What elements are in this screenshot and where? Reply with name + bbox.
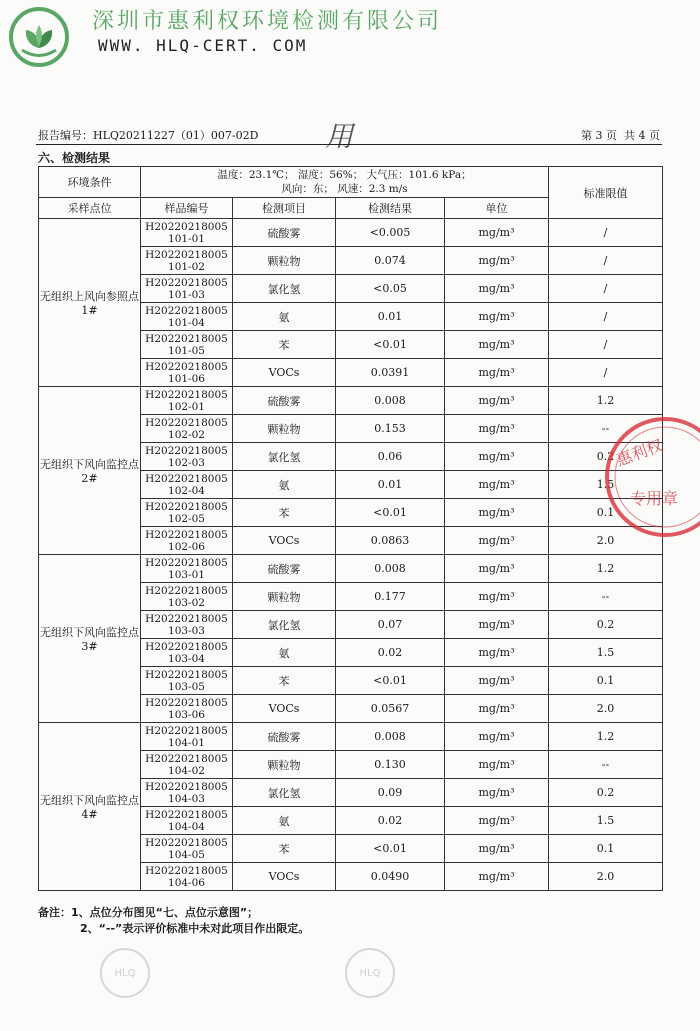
standard-limit: 0.1 bbox=[549, 499, 663, 527]
col-sample-id: 样品编号 bbox=[141, 198, 233, 219]
unit: mg/m³ bbox=[445, 835, 549, 863]
handwritten-signature: 用 bbox=[325, 120, 354, 153]
test-item: 氯化氢 bbox=[233, 275, 336, 303]
sample-id bbox=[141, 247, 233, 275]
sampling-point: 无组织下风向监控点 3# bbox=[39, 555, 141, 723]
unit: mg/m³ bbox=[445, 219, 549, 247]
sample-id bbox=[141, 807, 233, 835]
standard-limit: -- bbox=[549, 415, 663, 443]
standard-limit: 0.1 bbox=[549, 835, 663, 863]
standard-limit: 1.2 bbox=[549, 387, 663, 415]
company-name: 深圳市惠利权环境检测有限公司 bbox=[92, 9, 443, 34]
watermark-seal: HLQ bbox=[100, 948, 150, 998]
unit: mg/m³ bbox=[445, 583, 549, 611]
standard-limit: / bbox=[549, 219, 663, 247]
sample-id-line2: 102-03 bbox=[168, 456, 205, 469]
col-limit: 标准限值 bbox=[549, 167, 663, 219]
sample-id bbox=[141, 667, 233, 695]
col-point: 采样点位 bbox=[39, 198, 141, 219]
test-item: 氯化氢 bbox=[233, 779, 336, 807]
test-item: 苯 bbox=[233, 667, 336, 695]
sample-id bbox=[141, 863, 233, 891]
unit: mg/m³ bbox=[445, 247, 549, 275]
sample-id-line1: H20220218005 bbox=[145, 472, 228, 485]
sample-id-line1: H20220218005 bbox=[145, 808, 228, 821]
report-number: 报告编号：HLQ20211227（01）007-02D bbox=[38, 129, 259, 142]
sample-id-line2: 103-02 bbox=[168, 596, 205, 609]
sample-id-line2: 104-04 bbox=[168, 820, 205, 833]
unit: mg/m³ bbox=[445, 275, 549, 303]
sample-id-line1: H20220218005 bbox=[145, 500, 228, 513]
test-result: <0.01 bbox=[336, 835, 445, 863]
sample-id bbox=[141, 751, 233, 779]
sample-id-line2: 101-01 bbox=[168, 232, 205, 245]
unit: mg/m³ bbox=[445, 359, 549, 387]
unit: mg/m³ bbox=[445, 443, 549, 471]
col-item: 检测项目 bbox=[233, 198, 336, 219]
test-item: 硫酸雾 bbox=[233, 387, 336, 415]
sample-id-line2: 104-06 bbox=[168, 876, 205, 889]
env-line-1: 温度：23.1℃； 湿度：56%； 大气压：101.6 kPa； bbox=[217, 169, 472, 181]
note-1: 备注：1、点位分布图见“七、点位示意图”； bbox=[38, 906, 259, 919]
unit: mg/m³ bbox=[445, 751, 549, 779]
svg-text:惠利权: 惠利权 bbox=[613, 435, 666, 470]
unit: mg/m³ bbox=[445, 331, 549, 359]
unit: mg/m³ bbox=[445, 723, 549, 751]
test-item: VOCs bbox=[233, 527, 336, 555]
standard-limit: / bbox=[549, 359, 663, 387]
sample-id-line1: H20220218005 bbox=[145, 528, 228, 541]
sample-id-line1: H20220218005 bbox=[145, 640, 228, 653]
test-item: 苯 bbox=[233, 331, 336, 359]
sample-id bbox=[141, 443, 233, 471]
sample-id-line1: H20220218005 bbox=[145, 332, 228, 345]
test-result: 0.06 bbox=[336, 443, 445, 471]
table-row bbox=[39, 723, 663, 751]
standard-limit: 1.5 bbox=[549, 639, 663, 667]
notes bbox=[38, 905, 662, 937]
test-result: 0.01 bbox=[336, 471, 445, 499]
sample-id-line1: H20220218005 bbox=[145, 724, 228, 737]
sample-id bbox=[141, 303, 233, 331]
test-result: <0.01 bbox=[336, 499, 445, 527]
test-result: 0.008 bbox=[336, 723, 445, 751]
standard-limit: 0.2 bbox=[549, 443, 663, 471]
test-result: 0.153 bbox=[336, 415, 445, 443]
sample-id bbox=[141, 275, 233, 303]
test-result: <0.01 bbox=[336, 331, 445, 359]
sample-id bbox=[141, 471, 233, 499]
env-conditions bbox=[141, 167, 549, 198]
test-result: 0.02 bbox=[336, 807, 445, 835]
test-result: 0.008 bbox=[336, 387, 445, 415]
unit: mg/m³ bbox=[445, 611, 549, 639]
unit: mg/m³ bbox=[445, 779, 549, 807]
standard-limit: 1.5 bbox=[549, 471, 663, 499]
sample-id-line2: 102-06 bbox=[168, 540, 205, 553]
table-row bbox=[39, 555, 663, 583]
sample-id-line2: 103-03 bbox=[168, 624, 205, 637]
test-item: 颗粒物 bbox=[233, 583, 336, 611]
test-result: 0.01 bbox=[336, 303, 445, 331]
sample-id-line2: 104-01 bbox=[168, 736, 205, 749]
test-item: VOCs bbox=[233, 695, 336, 723]
standard-limit: 0.1 bbox=[549, 667, 663, 695]
company-logo bbox=[8, 6, 70, 68]
sample-id-line1: H20220218005 bbox=[145, 556, 228, 569]
sample-id bbox=[141, 611, 233, 639]
sample-id-line1: H20220218005 bbox=[145, 276, 228, 289]
test-result: 0.0567 bbox=[336, 695, 445, 723]
standard-limit: -- bbox=[549, 751, 663, 779]
sample-id-line1: H20220218005 bbox=[145, 584, 228, 597]
sample-id-line1: H20220218005 bbox=[145, 416, 228, 429]
standard-limit: 1.2 bbox=[549, 555, 663, 583]
col-unit: 单位 bbox=[445, 198, 549, 219]
sample-id-line1: H20220218005 bbox=[145, 836, 228, 849]
unit: mg/m³ bbox=[445, 387, 549, 415]
test-item: 氨 bbox=[233, 471, 336, 499]
unit: mg/m³ bbox=[445, 303, 549, 331]
sample-id-line2: 102-02 bbox=[168, 428, 205, 441]
sample-id bbox=[141, 331, 233, 359]
sample-id-line2: 103-04 bbox=[168, 652, 205, 665]
sample-id-line2: 101-02 bbox=[168, 260, 205, 273]
standard-limit: 2.0 bbox=[549, 695, 663, 723]
unit: mg/m³ bbox=[445, 527, 549, 555]
sample-id-line2: 101-05 bbox=[168, 344, 205, 357]
sample-id bbox=[141, 219, 233, 247]
env-label: 环境条件 bbox=[39, 167, 141, 198]
env-row bbox=[39, 167, 663, 198]
sampling-point: 无组织下风向监控点 2# bbox=[39, 387, 141, 555]
table-row bbox=[39, 219, 663, 247]
test-result: 0.09 bbox=[336, 779, 445, 807]
sample-id-line2: 102-05 bbox=[168, 512, 205, 525]
sample-id-line2: 103-05 bbox=[168, 680, 205, 693]
col-result: 检测结果 bbox=[336, 198, 445, 219]
standard-limit: -- bbox=[549, 583, 663, 611]
svg-text:专用章: 专用章 bbox=[630, 489, 679, 508]
unit: mg/m³ bbox=[445, 555, 549, 583]
sample-id-line2: 103-06 bbox=[168, 708, 205, 721]
test-item: VOCs bbox=[233, 359, 336, 387]
note-2: 2、“--”表示评价标准中未对此项目作出限定。 bbox=[80, 922, 310, 935]
test-item: 氯化氢 bbox=[233, 611, 336, 639]
sample-id-line1: H20220218005 bbox=[145, 752, 228, 765]
sample-id-line1: H20220218005 bbox=[145, 668, 228, 681]
sample-id-line1: H20220218005 bbox=[145, 248, 228, 261]
standard-limit: 1.5 bbox=[549, 807, 663, 835]
standard-limit: 0.2 bbox=[549, 779, 663, 807]
unit: mg/m³ bbox=[445, 471, 549, 499]
unit: mg/m³ bbox=[445, 807, 549, 835]
standard-limit: 2.0 bbox=[549, 863, 663, 891]
test-item: 苯 bbox=[233, 499, 336, 527]
unit: mg/m³ bbox=[445, 695, 549, 723]
test-result: 0.02 bbox=[336, 639, 445, 667]
test-item: 苯 bbox=[233, 835, 336, 863]
sample-id bbox=[141, 527, 233, 555]
watermark-seal: HLQ bbox=[345, 948, 395, 998]
sample-id-line2: 104-02 bbox=[168, 764, 205, 777]
sample-id bbox=[141, 639, 233, 667]
test-item: 氯化氢 bbox=[233, 443, 336, 471]
sample-id bbox=[141, 779, 233, 807]
test-item: 颗粒物 bbox=[233, 247, 336, 275]
unit: mg/m³ bbox=[445, 415, 549, 443]
test-result: <0.05 bbox=[336, 275, 445, 303]
sample-id bbox=[141, 835, 233, 863]
sample-id-line1: H20220218005 bbox=[145, 780, 228, 793]
results-table bbox=[38, 166, 663, 891]
test-item: 硫酸雾 bbox=[233, 723, 336, 751]
sample-id-line1: H20220218005 bbox=[145, 444, 228, 457]
test-result: 0.074 bbox=[336, 247, 445, 275]
sampling-point: 无组织上风向参照点 1# bbox=[39, 219, 141, 387]
sample-id bbox=[141, 695, 233, 723]
sample-id bbox=[141, 555, 233, 583]
sample-id-line2: 101-06 bbox=[168, 372, 205, 385]
test-item: 颗粒物 bbox=[233, 415, 336, 443]
test-result: 0.130 bbox=[336, 751, 445, 779]
sample-id-line2: 102-01 bbox=[168, 400, 205, 413]
test-result: 0.07 bbox=[336, 611, 445, 639]
test-result: <0.005 bbox=[336, 219, 445, 247]
test-item: 颗粒物 bbox=[233, 751, 336, 779]
sample-id-line2: 103-01 bbox=[168, 568, 205, 581]
env-line-2: 风向：东； 风速：2.3 m/s bbox=[281, 183, 408, 195]
sample-id bbox=[141, 387, 233, 415]
sample-id-line1: H20220218005 bbox=[145, 612, 228, 625]
test-result: 0.177 bbox=[336, 583, 445, 611]
unit: mg/m³ bbox=[445, 499, 549, 527]
standard-limit: / bbox=[549, 303, 663, 331]
sample-id-line1: H20220218005 bbox=[145, 388, 228, 401]
sample-id-line2: 101-04 bbox=[168, 316, 205, 329]
table-row bbox=[39, 387, 663, 415]
sample-id-line1: H20220218005 bbox=[145, 696, 228, 709]
sample-id-line2: 104-03 bbox=[168, 792, 205, 805]
test-item: 氨 bbox=[233, 807, 336, 835]
standard-limit: / bbox=[549, 247, 663, 275]
sample-id-line1: H20220218005 bbox=[145, 360, 228, 373]
company-website: WWW. HLQ-CERT. COM bbox=[98, 36, 308, 55]
standard-limit: 0.2 bbox=[549, 611, 663, 639]
test-item: VOCs bbox=[233, 863, 336, 891]
test-item: 硫酸雾 bbox=[233, 219, 336, 247]
test-result: 0.0863 bbox=[336, 527, 445, 555]
page-info: 第 3 页 共 4 页 bbox=[581, 129, 660, 142]
section-title: 六、检测结果 bbox=[38, 151, 111, 165]
sample-id bbox=[141, 415, 233, 443]
sample-id-line1: H20220218005 bbox=[145, 304, 228, 317]
sample-id-line2: 102-04 bbox=[168, 484, 205, 497]
sample-id bbox=[141, 499, 233, 527]
test-result: 0.0391 bbox=[336, 359, 445, 387]
unit: mg/m³ bbox=[445, 667, 549, 695]
standard-limit: / bbox=[549, 275, 663, 303]
test-result: <0.01 bbox=[336, 667, 445, 695]
sample-id bbox=[141, 359, 233, 387]
sample-id-line1: H20220218005 bbox=[145, 864, 228, 877]
sample-id bbox=[141, 583, 233, 611]
sample-id-line1: H20220218005 bbox=[145, 220, 228, 233]
test-result: 0.008 bbox=[336, 555, 445, 583]
unit: mg/m³ bbox=[445, 639, 549, 667]
standard-limit: / bbox=[549, 331, 663, 359]
sample-id-line2: 101-03 bbox=[168, 288, 205, 301]
sample-id bbox=[141, 723, 233, 751]
unit: mg/m³ bbox=[445, 863, 549, 891]
standard-limit: 1.2 bbox=[549, 723, 663, 751]
sampling-point: 无组织下风向监控点 4# bbox=[39, 723, 141, 891]
standard-limit: 2.0 bbox=[549, 527, 663, 555]
test-item: 硫酸雾 bbox=[233, 555, 336, 583]
sample-id-line2: 104-05 bbox=[168, 848, 205, 861]
official-seal bbox=[600, 412, 700, 542]
test-result: 0.0490 bbox=[336, 863, 445, 891]
header-divider bbox=[36, 144, 662, 145]
test-item: 氨 bbox=[233, 303, 336, 331]
test-item: 氨 bbox=[233, 639, 336, 667]
